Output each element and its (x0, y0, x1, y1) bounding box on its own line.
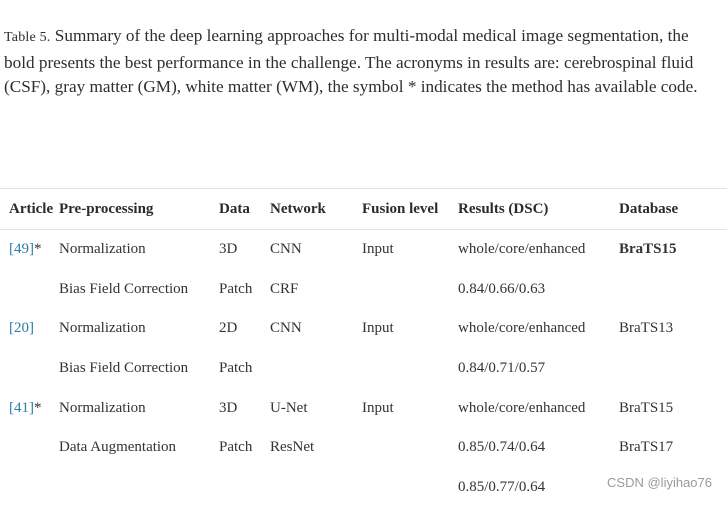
article-reference-link[interactable]: [41] (9, 400, 34, 416)
table-row (0, 270, 727, 310)
cell-results: whole/core/enhanced (458, 309, 619, 349)
cell-network: CNN (270, 309, 362, 349)
table-container (0, 188, 727, 507)
cell-fusion-level: Input (362, 230, 458, 270)
article-reference-link[interactable]: [20] (9, 320, 34, 336)
code-available-marker: * (34, 400, 42, 416)
cell-data (219, 468, 270, 507)
cell-database: BraTS17 (619, 428, 727, 468)
cell-data: Patch (219, 270, 270, 310)
cell-article (0, 388, 59, 428)
summary-table (0, 188, 727, 507)
cell-data: Patch (219, 349, 270, 389)
table-label: Table 5. (4, 30, 51, 45)
table-caption (4, 24, 704, 100)
cell-database (619, 349, 727, 389)
cell-fusion-level: Input (362, 309, 458, 349)
header-network: Network (270, 189, 362, 230)
cell-network: U-Net (270, 388, 362, 428)
cell-pre-processing: Data Augmentation (59, 428, 219, 468)
watermark: CSDN @liyihao76 (607, 475, 712, 490)
cell-fusion-level (362, 428, 458, 468)
header-fusion-level: Fusion level (362, 189, 458, 230)
cell-results: 0.85/0.74/0.64 (458, 428, 619, 468)
header-article: Article (0, 189, 59, 230)
code-available-marker: * (34, 241, 42, 257)
cell-data: 3D (219, 230, 270, 270)
cell-fusion-level (362, 468, 458, 507)
header-pre-processing: Pre-processing (59, 189, 219, 230)
cell-article (0, 349, 59, 389)
header-results: Results (DSC) (458, 189, 619, 230)
cell-article (0, 428, 59, 468)
cell-pre-processing: Bias Field Correction (59, 270, 219, 310)
cell-results: 0.84/0.71/0.57 (458, 349, 619, 389)
table-header-row (0, 189, 727, 230)
cell-pre-processing: Bias Field Correction (59, 349, 219, 389)
cell-article (0, 309, 59, 349)
cell-network: CNN (270, 230, 362, 270)
table-row (0, 388, 727, 428)
cell-results: whole/core/enhanced (458, 230, 619, 270)
cell-article (0, 270, 59, 310)
cell-pre-processing: Normalization (59, 309, 219, 349)
table-row (0, 230, 727, 270)
header-database: Database (619, 189, 727, 230)
cell-data: 3D (219, 388, 270, 428)
cell-pre-processing: Normalization (59, 230, 219, 270)
caption-text: Summary of the deep learning approaches for multi-modal medical image segmentation, the bold presents the best performance in the challenge. The acronyms in results are: cerebrospinal fluid (CSF), gray matter (GM), white matter (WM), the symbol * indicates the method has available code. (4, 26, 698, 96)
cell-results: 0.85/0.77/0.64 (458, 468, 619, 507)
cell-data: 2D (219, 309, 270, 349)
cell-network (270, 349, 362, 389)
cell-results: 0.84/0.66/0.63 (458, 270, 619, 310)
table-body (0, 230, 727, 507)
cell-fusion-level (362, 270, 458, 310)
cell-database: BraTS15 (619, 388, 727, 428)
cell-database: BraTS15 (619, 230, 727, 270)
table-row (0, 428, 727, 468)
cell-network (270, 468, 362, 507)
article-reference-link[interactable]: [49] (9, 241, 34, 257)
cell-fusion-level (362, 349, 458, 389)
table-row (0, 349, 727, 389)
cell-database: BraTS13 (619, 309, 727, 349)
cell-results: whole/core/enhanced (458, 388, 619, 428)
cell-network: CRF (270, 270, 362, 310)
cell-fusion-level: Input (362, 388, 458, 428)
cell-pre-processing: Normalization (59, 388, 219, 428)
cell-article (0, 468, 59, 507)
cell-network: ResNet (270, 428, 362, 468)
cell-database (619, 270, 727, 310)
table-row (0, 309, 727, 349)
header-data: Data (219, 189, 270, 230)
cell-article (0, 230, 59, 270)
cell-pre-processing (59, 468, 219, 507)
cell-data: Patch (219, 428, 270, 468)
